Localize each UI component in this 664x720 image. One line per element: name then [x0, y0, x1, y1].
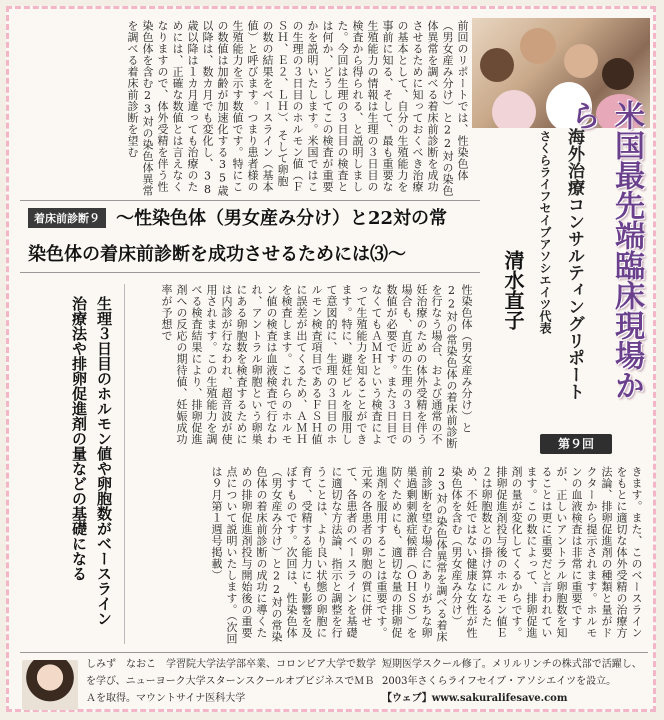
- author-photo: [22, 660, 78, 710]
- series-title: 米国最先端臨床現場から: [565, 100, 644, 400]
- divider-bottom: [20, 272, 480, 273]
- author-organization: さくらライフセイブアソシエイツ代表: [538, 130, 552, 334]
- body-text-right: きます。また、このベースラインをもとに適切な体外受精の治療方法論、排卵促進剤の種類と量がドクターから提示されます。ホルモンの血液検査は非常に重要ですが、正しいアントラル卵胞数を知ることは更に重要だと言われています。この数によって、排卵促進剤の量が変化してくるからです。排卵促進剤投与後のホルモン値Ｅ２は卵胞数との掛け算になるため、不妊ではない健康な女性が性染色体を含む（男女産み分け）23対の染色体異常を調べる着床前診断を望む場合にありがちな卵巣過剰刺激症候群（ＯＨＳＳ）を防ぐためにも、適切な量の排卵促進剤を服用することは重要です。元来の各患者の卵胞の質に併せて、各患者のベースラインを基礎に適切な方法論、指示と調整を行うことは、より良い状態の卵胞に育て、受精する能力にも影響を及ぼすものです。次回は、性染色体（男女産み分け）と22対の常染色体の着床前診断の成功に導くための排卵促進剤投与開始後の重要点について説明いたします。（次回は９月第１週号掲載）: [210, 466, 643, 645]
- bio-text-left: しみず なおこ 学習院大学法学部卒業、コロンビア大学で数学を学び、ニューヨーク大学スターンスクールオブビジネスでＭＢＡを取得。マウントサイナ医科大学: [86, 659, 376, 704]
- body-text-top: 前回のリポートでは、性染色体（男女産み分け）と22対の染色体異常を調べる着床前診断を成功させるために知っておくべき治療の基本として、自分の生殖能力を事前に知る、そして、最も重要な生殖能力の情報は生理の３日目の検査から得られる、と説明しました。今回は生理の３日目の検査とは何か、どうしてこの検査が重要かを説明いたします。米国ではこの生理の３日目のホルモン値（ＦＳＨ、Ｅ２、ＬＨ）、そして卵胞の数の結果をベースライン（基本値）と呼びます。つまり患者様の生殖能力を示す数値です。特にこの数値は加齢が加速化する35歳以降は、数カ月でも変化し、38歳以降は１カ月違っても治療のためには、正確な数値とは言えなくなりますので、体外受精を伴う性染色体を含む23対の染色体異常を調べる着床前診断を望む: [126, 20, 469, 197]
- column-rule: [124, 284, 125, 644]
- topic-badge: 着床前診断９: [28, 208, 106, 228]
- website-link[interactable]: 【ウェブ】www.sakuralifesave.com: [382, 693, 568, 704]
- bio-text-right: [382, 656, 644, 707]
- episode-badge: 第９回: [540, 434, 612, 454]
- headline-line-1: ～性染色体（男女産み分け）と22対の常: [116, 208, 448, 229]
- author-name: 清水直子: [501, 250, 525, 330]
- body-text-middle: 性染色体（男女産み分け）と22対の常染色体の着床前診断を行なう場合、および通常の不妊治療のための体外受精を伴う場合も、直近の生理の３日目の数値が必要です。また３日目でなくてもＡＭＨという検査によって生殖能力を知ることができます。特に、避妊ピルを服用して意図的に、生理の３日目のホルモン検査項目であるＦＳＨ値に誤差が出てくるため、ＡＭＨを検査します。これらのホルモン値の検査は血液検査で行なわれ、アントラル卵胞という卵巣にある卵胞数を検査するためには内診が行なわれ、超音波が使用されます。この生殖能力を調べる検査結果により、排卵促進剤への反応の期待値、妊娠成功率が予想で: [160, 284, 473, 449]
- series-subtitle: 海外治療コンサルティングリポート: [564, 128, 584, 400]
- headline-line-2: 染色体の着床前診断を成功させるためには⑶～: [28, 244, 406, 265]
- bio-text-right-body: 短期医学スクール修了。メリルリンチの株式部で活躍し、2003年さくらライフセイブ・アソシエイツを設立。: [382, 659, 642, 687]
- lead-text: 生理３日目のホルモン値や卵胞数がベースライン治療法や排卵促進剤の量などの基礎になる: [70, 296, 113, 626]
- divider-top: [20, 200, 480, 201]
